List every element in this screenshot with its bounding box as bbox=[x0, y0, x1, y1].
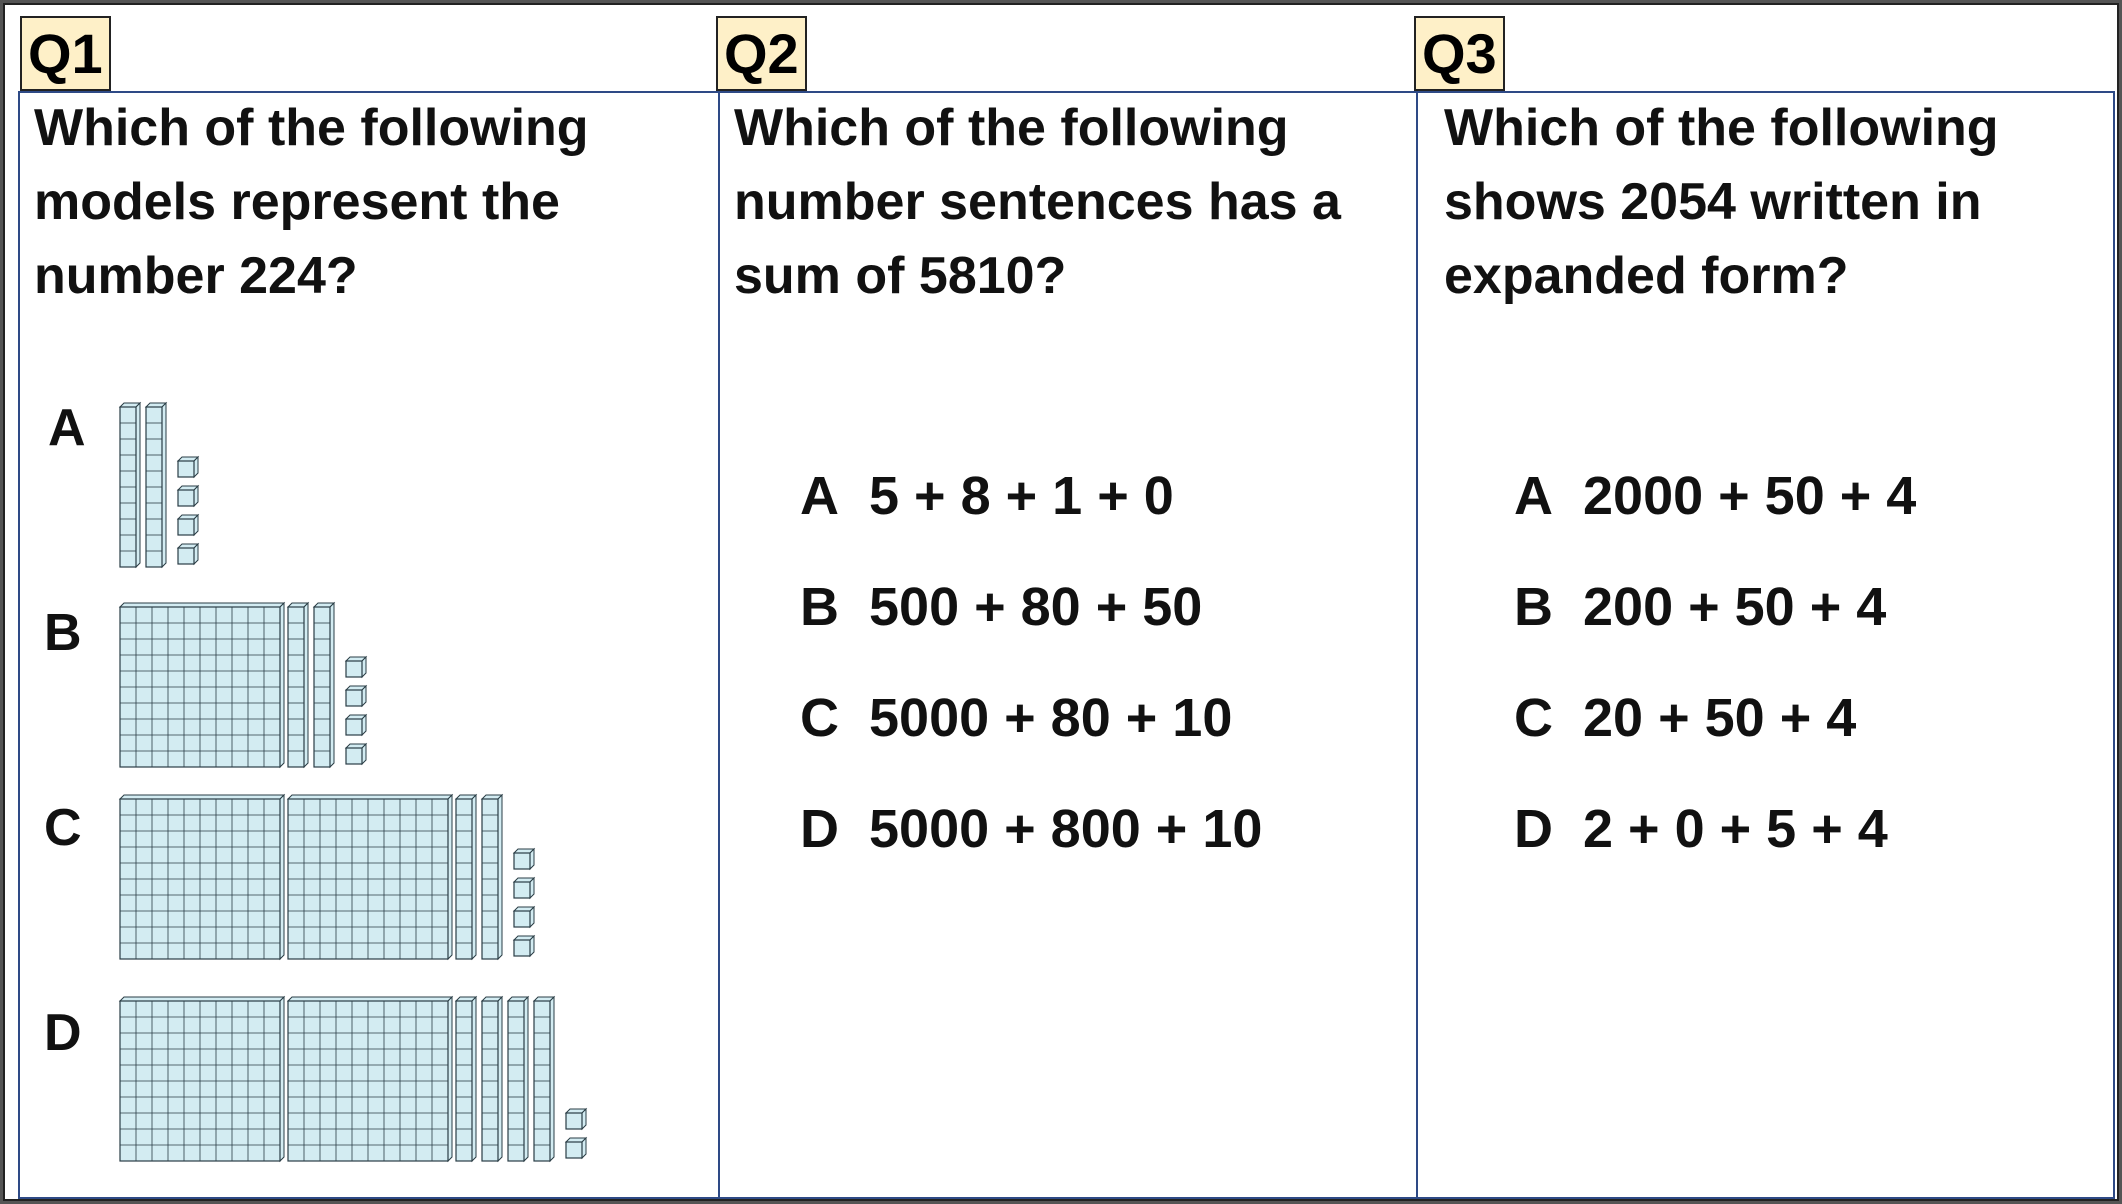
q3-label: Q3 bbox=[1414, 16, 1505, 91]
ones-cube bbox=[178, 515, 198, 535]
q3-option-a-text: 2000 + 50 + 4 bbox=[1583, 466, 1917, 526]
ones-cube bbox=[346, 744, 366, 764]
hundreds-flat bbox=[120, 603, 284, 767]
q1-panel bbox=[18, 91, 720, 1199]
hundreds-flat bbox=[288, 795, 452, 959]
q2-panel bbox=[718, 91, 1418, 1199]
option-c-model bbox=[120, 795, 534, 959]
q2-option-b[interactable] bbox=[800, 576, 1202, 638]
q3-option-d-letter: D bbox=[1514, 799, 1553, 859]
ones-cube bbox=[514, 907, 534, 927]
option-a-model bbox=[120, 403, 198, 567]
q2-label: Q2 bbox=[716, 16, 807, 91]
q2-option-c-letter: C bbox=[800, 688, 839, 748]
q2-option-b-letter: B bbox=[800, 577, 839, 637]
q3-option-d[interactable] bbox=[1514, 798, 1888, 860]
q2-option-d[interactable] bbox=[800, 798, 1262, 860]
ones-cube bbox=[178, 457, 198, 477]
q1-option-d-letter[interactable]: D bbox=[44, 1004, 82, 1062]
ones-cube bbox=[514, 878, 534, 898]
q3-option-b-text: 200 + 50 + 4 bbox=[1583, 577, 1887, 637]
q1-label: Q1 bbox=[20, 16, 111, 91]
ones-cube bbox=[346, 715, 366, 735]
option-b-model bbox=[120, 603, 366, 767]
q2-option-d-text: 5000 + 800 + 10 bbox=[869, 799, 1263, 859]
hundreds-flat bbox=[288, 997, 452, 1161]
option-d-model bbox=[120, 997, 586, 1161]
q2-option-d-letter: D bbox=[800, 799, 839, 859]
tens-rod bbox=[482, 997, 502, 1161]
tens-rod bbox=[146, 403, 166, 567]
q2-option-c[interactable] bbox=[800, 687, 1232, 749]
q3-question-text: Which of the following shows 2054 written in expanded form? bbox=[1444, 99, 1999, 305]
tens-rod bbox=[120, 403, 140, 567]
ones-cube bbox=[566, 1138, 586, 1158]
hundreds-flat bbox=[120, 997, 284, 1161]
ones-cube bbox=[566, 1109, 586, 1129]
q1-option-c-letter[interactable]: C bbox=[44, 799, 82, 857]
q2-question-text: Which of the following number sentences has a sum of 5810? bbox=[734, 99, 1341, 305]
q3-option-c[interactable] bbox=[1514, 687, 1856, 749]
hundreds-flat bbox=[120, 795, 284, 959]
q2-question bbox=[734, 91, 1341, 313]
q3-option-b[interactable] bbox=[1514, 576, 1886, 638]
ones-cube bbox=[178, 544, 198, 564]
q3-option-d-text: 2 + 0 + 5 + 4 bbox=[1583, 799, 1888, 859]
ones-cube bbox=[178, 486, 198, 506]
worksheet bbox=[3, 3, 2119, 1201]
q2-option-a-text: 5 + 8 + 1 + 0 bbox=[869, 466, 1174, 526]
q2-option-b-text: 500 + 80 + 50 bbox=[869, 577, 1203, 637]
base-ten-block-models bbox=[20, 93, 718, 1197]
tens-rod bbox=[534, 997, 554, 1161]
q1-question-text: Which of the following models represent the number 224? bbox=[34, 99, 589, 305]
q2-option-c-text: 5000 + 80 + 10 bbox=[869, 688, 1233, 748]
q2-option-a-letter: A bbox=[800, 466, 839, 526]
q3-panel bbox=[1416, 91, 2115, 1199]
q3-option-a[interactable] bbox=[1514, 465, 1916, 527]
q3-option-c-letter: C bbox=[1514, 688, 1553, 748]
tens-rod bbox=[456, 795, 476, 959]
q2-option-a[interactable] bbox=[800, 465, 1174, 527]
q1-option-b-letter[interactable]: B bbox=[44, 604, 82, 662]
tens-rod bbox=[482, 795, 502, 959]
tens-rod bbox=[508, 997, 528, 1161]
tens-rod bbox=[314, 603, 334, 767]
ones-cube bbox=[346, 686, 366, 706]
ones-cube bbox=[514, 936, 534, 956]
ones-cube bbox=[346, 657, 366, 677]
ones-cube bbox=[514, 849, 534, 869]
q1-option-a-letter[interactable]: A bbox=[48, 399, 86, 457]
tens-rod bbox=[288, 603, 308, 767]
tens-rod bbox=[456, 997, 476, 1161]
q3-option-c-text: 20 + 50 + 4 bbox=[1583, 688, 1857, 748]
q3-option-a-letter: A bbox=[1514, 466, 1553, 526]
q3-question bbox=[1444, 91, 1999, 313]
q3-option-b-letter: B bbox=[1514, 577, 1553, 637]
